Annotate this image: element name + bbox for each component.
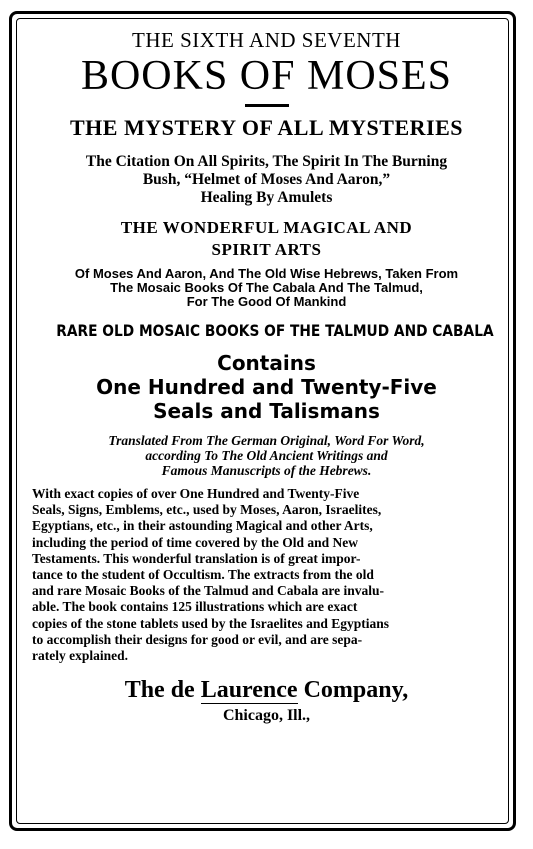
- translated-line: Famous Manuscripts of the Hebrews.: [161, 463, 372, 478]
- description-line: tance to the student of Occultism. The extracts from the old: [32, 567, 374, 583]
- moses-line: Of Moses And Aaron, And The Old Wise Hebrews, Taken From: [74, 266, 459, 281]
- translated-line: according To The Old Ancient Writings and: [145, 448, 388, 463]
- contains-line: Contains: [217, 351, 316, 375]
- description-line: Egyptians, etc., in their astounding Magical and other Arts,: [32, 518, 373, 534]
- description-paragraph: [22, 486, 511, 664]
- description-line: With exact copies of over One Hundred and Twenty-Five: [32, 486, 360, 501]
- publisher-suffix: Company,: [297, 677, 409, 704]
- title-line-2: BOOKS OF MOSES: [80, 53, 453, 99]
- contains-line: One Hundred and Twenty-Five: [96, 375, 437, 399]
- moses-line: For The Good Of Mankind: [186, 294, 347, 309]
- description-line: rately explained.: [32, 648, 128, 664]
- translated-paragraph: [22, 433, 511, 478]
- publisher-name: [22, 676, 511, 704]
- description-line: including the period of time covered by the Old and New: [32, 534, 359, 550]
- description-line: and rare Mosaic Books of the Talmud and Cabala are invalu-: [32, 583, 385, 599]
- magical-line: THE WONDERFUL MAGICAL AND: [120, 218, 413, 237]
- publisher-prefix: The de: [124, 677, 201, 704]
- citation-line: The Citation On All Spirits, The Spirit In The Burning: [85, 153, 448, 170]
- description-line: copies of the stone tablets used by the Israelites and Egyptians: [32, 615, 390, 631]
- magical-line: SPIRIT ARTS: [211, 240, 322, 259]
- description-line: able. The book contains 125 illustrations which are exact: [32, 599, 358, 615]
- moses-hebrews-paragraph: [22, 267, 511, 309]
- contains-line: Seals and Talismans: [153, 399, 380, 423]
- publisher-name-underlined: Laurence: [200, 677, 298, 704]
- citation-line: Bush, “Helmet of Moses And Aaron,”: [142, 171, 391, 188]
- description-line: Testaments. This wonderful translation is of great impor-: [32, 550, 361, 566]
- title-line-1: THE SIXTH AND SEVENTH: [132, 28, 401, 52]
- description-line: Seals, Signs, Emblems, etc., used by Moses, Aaron, Israelites,: [32, 502, 382, 518]
- description-line: to accomplish their designs for good or evil, and are sepa-: [32, 631, 363, 647]
- magical-arts-heading: [22, 217, 511, 261]
- moses-line: The Mosaic Books Of The Cabala And The Talmud,: [110, 280, 423, 295]
- translated-line: Translated From The German Original, Word For Word,: [108, 433, 425, 448]
- rare-books-heading: RARE OLD MOSAIC BOOKS OF THE TALMUD AND CABALA: [56, 321, 494, 340]
- publisher-city: Chicago, Ill.,: [222, 707, 311, 725]
- citation-paragraph: [22, 153, 511, 207]
- citation-line: Healing By Amulets: [200, 189, 333, 206]
- advertisement-page: [22, 28, 511, 726]
- title-divider: [245, 104, 289, 107]
- contains-heading: [22, 351, 511, 423]
- title-line-3: THE MYSTERY OF ALL MYSTERIES: [69, 115, 464, 140]
